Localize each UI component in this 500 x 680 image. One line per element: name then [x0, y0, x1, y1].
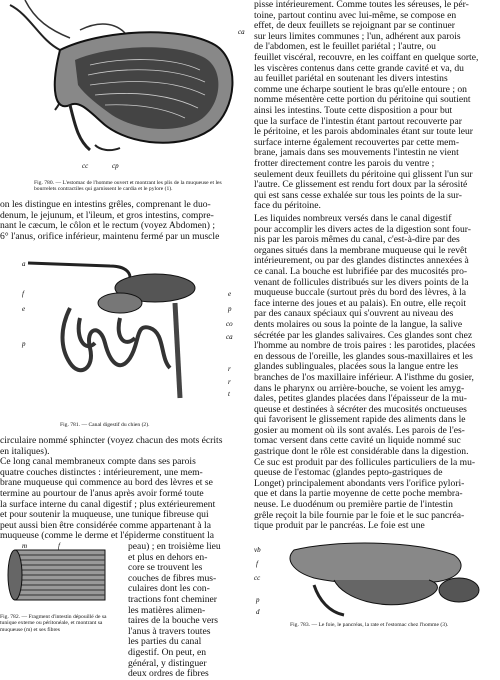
dog-digestive-canal-illustration: [0, 248, 248, 416]
text-line: qui est sans cesse exhalée sur tous les points de la sur-: [254, 190, 462, 201]
figure-781-caption-text: Fig. 781. — Canal digestif du chien (2).: [60, 422, 150, 428]
text-line: qui favorisent le glissement rapide des aliments dans le: [254, 415, 466, 426]
text-line: muqueuse buccale (surtout près du bord des lèvres, à la: [254, 288, 467, 299]
figure-781-label-right-t: t: [228, 390, 230, 398]
figure-782-label-m: m: [22, 542, 28, 550]
text-line: deux ordres de fibres: [128, 669, 209, 680]
figure-783-label-vb: vb: [254, 546, 261, 554]
text-line: que la surface de l'intestin étant partout recouverte par: [254, 116, 462, 127]
figure-783-caption: [290, 622, 500, 628]
text-line: face interne des joues et au palais). En outre, elle reçoit: [254, 298, 467, 309]
text-line: quatre couches distinctes : intérieurement, une mem-: [0, 467, 203, 478]
text-line: denum, le jejunum, et l'ileum, et gros intestins, compre-: [0, 210, 214, 221]
figure-781-label-left-p: p: [22, 340, 26, 348]
figure-780-caption-text: Fig. 780. — L'estomac de l'homme ouvert et montrant les plis de la muqueuse et les bourrelets contractiles qui garnissent le cardia et le pylore (1).: [34, 180, 222, 193]
text-line: digestif. On peut, en: [128, 647, 207, 658]
text-line: en italiques).: [0, 446, 50, 457]
text-line: core se trouvent les: [128, 563, 203, 574]
right-column: [254, 0, 500, 641]
text-line: circulaire nommé sphincter (voyez chacun des mots écrits: [0, 436, 223, 446]
figure-781-dog-digestive-canal: [0, 248, 248, 416]
text-line: tique produit par le pancréas. Le foie est une: [254, 521, 425, 532]
text-line: grêle reçoit la bile fournie par le foie et le suc pancréa-: [254, 510, 465, 521]
figure-782-caption-text: Fig. 782. — Fragment d'intestin dépouillé de sa tunique externe ou péritonéale, et montrant sa muqueuse (m) et ses fibres: [0, 614, 107, 633]
figure-783-label-f: f: [256, 560, 258, 568]
text-line: couches de fibres mus-: [128, 573, 217, 584]
text-line: nis par les parois mêmes du canal, c'est-à-dire par des: [254, 235, 460, 246]
figure-781-label-right-ca: ca: [226, 333, 233, 341]
figure-780-label-ca: ca: [238, 28, 245, 36]
text-line: sur leurs limites communes ; l'un, adhérent aux parois: [254, 31, 461, 42]
text-line: de l'abdomen, est le feuillet pariétal ; l'autre, ou: [254, 42, 436, 53]
text-line: tractions font cheminer: [128, 594, 217, 605]
left-paragraph-1: [0, 200, 248, 242]
figure-781-label-left-a: a: [22, 260, 26, 268]
text-line: dents molaires ou sous la pointe de la langue, la salive: [254, 319, 463, 330]
text-line: tomac versent dans cette cavité un liquide nommé suc: [254, 436, 461, 447]
intestine-fragment-illustration: [0, 540, 120, 608]
figure-781-caption: [60, 422, 248, 428]
text-line: seulement deux feuillets du péritoine qui glissent l'un sur: [254, 169, 473, 180]
text-line: général, y distinguer: [128, 658, 207, 669]
figure-783-label-p: p: [256, 596, 260, 604]
text-line: les matières alimen-: [128, 605, 206, 616]
text-line: culaires dont les con-: [128, 584, 210, 595]
right-paragraph-1: [254, 0, 500, 212]
text-line: ce canal. La bouche est lubrifiée par des mucosités pro-: [254, 266, 468, 277]
figure-783-caption-text: Fig. 783. — Le foie, le pancréas, la rate et l'estomac chez l'homme (3).: [290, 622, 449, 628]
figure-783-liver-pancreas-spleen-stomach: [254, 540, 500, 618]
figure-781-label-right-co: co: [226, 320, 233, 328]
text-line: surface interne également recouvertes par cette mem-: [254, 137, 460, 148]
text-line: organes situés dans la membrane muqueuse qui le revêt: [254, 245, 467, 256]
figure-780-label-cp: cp: [112, 162, 119, 170]
left-paragraph-3: [128, 542, 248, 680]
text-line: glandes sublinguales, placées sous la langue entre les: [254, 362, 459, 373]
figure-781-label-right-e: e: [228, 290, 232, 298]
text-line: queuse de l'estomac (glandes pepto-gastriques de: [254, 468, 443, 479]
figure-782-label-f: f: [58, 542, 60, 550]
liver-pancreas-illustration: [254, 540, 500, 618]
text-line: gosier au moment où ils sont avalés. Les parois de l'es-: [254, 425, 465, 436]
text-line: brane muqueuse qui commence au bord des lèvres et se: [0, 478, 213, 489]
text-line: effet, de deux feuillets se rejoignant par se continuer: [254, 21, 455, 32]
text-line: et plus en dehors en-: [128, 552, 208, 563]
text-line: le péritoine, et les parois abdominales étant sur toute leur: [254, 127, 473, 138]
figure-780-label-cc: cc: [82, 162, 89, 170]
text-line: Ce long canal membraneux compte dans ses parois: [0, 457, 196, 468]
text-line: feuillet viscéral, recouvre, en les coiffant en quelque sorte,: [254, 52, 479, 63]
text-line: gastrique dont le rôle est considérable dans la digestion.: [254, 447, 469, 458]
figure-781-label-right-r1: r: [228, 365, 231, 373]
text-line: intérieurement, ou par des glandes distinctes annexées à: [254, 256, 469, 267]
text-line: Ce suc est produit par des follicules particuliers de la mu-: [254, 457, 476, 468]
figure-781-label-left-e: e: [22, 305, 26, 313]
text-line: neuse. Le duodénum ou première partie de l'intestin: [254, 500, 453, 511]
text-line: dales, petites glandes placées dans l'épaisseur de la mu-: [254, 394, 467, 405]
text-line: branches de l'os maxillaire inférieur. A l'isthme du gosier,: [254, 372, 474, 383]
figure-782-caption: [0, 614, 124, 633]
left-paragraph-2: [0, 436, 248, 542]
text-line: nant le cæcum, le côlon et le rectum (voyez Abdomen) ;: [0, 221, 215, 232]
figure-781-label-right-r2: r: [228, 378, 231, 386]
text-line: taires de la bouche vers: [128, 616, 219, 627]
text-line: au feuillet pariétal en soutenant les divers intestins: [254, 74, 448, 85]
text-line: par des canaux spéciaux qui s'ouvrent au niveau des: [254, 309, 454, 320]
text-line: l'anus à travers toutes: [128, 626, 211, 637]
text-line: et pour soutenir la muqueuse, une tunique fibreuse qui: [0, 510, 209, 521]
text-line: nomme mésentère cette portion du péritoine qui soutient: [254, 95, 471, 106]
text-line: on les distingue en intestins grêles, comprenant le duo-: [0, 200, 211, 210]
right-paragraph-2: [254, 214, 500, 532]
figure-781-label-right-p: p: [228, 305, 232, 313]
text-line: les viscères contenus dans cette grande cavité et va, du: [254, 63, 464, 74]
text-line: sécrétée par les glandes salivaires. Ces glandes sont chez: [254, 330, 473, 341]
figure-781-label-left-f: f: [22, 290, 24, 298]
text-line: venant de follicules distribués sur les divers points de la: [254, 277, 469, 288]
text-line: pour accomplir les divers actes de la digestion sont four-: [254, 224, 471, 235]
text-line: la surface interne du canal digestif ; plus extérieurement: [0, 499, 216, 510]
text-line: dans le pharynx ou arrière-bouche, se voient les amyg-: [254, 383, 465, 394]
text-line: face du péritoine.: [254, 201, 321, 212]
text-line: ainsi les intestins. Toute cette disposition a pour but: [254, 105, 453, 116]
figure-783-label-cc: cc: [254, 574, 261, 582]
text-line: que et dans la partie moyenne de cette poche membra-: [254, 489, 463, 500]
figure-780-caption: [34, 180, 244, 193]
text-line: muqueuse (comme le derme et l'épiderme constituent la: [0, 531, 215, 542]
text-line: 6° l'anus, orifice inférieur, maintenu fermé par un muscle: [0, 231, 220, 242]
text-line: pisse intérieurement. Comme toutes les séreuses, le pér-: [254, 0, 469, 10]
text-line: les parties du canal: [128, 637, 202, 648]
text-line: l'autre. Ce glissement est rendu fort doux par la sérosité: [254, 180, 468, 191]
text-line: termine au pourtour de l'anus après avoir formé toute: [0, 488, 204, 499]
text-line: toine, partout continu avec lui-même, se compose en: [254, 10, 457, 21]
text-line: en dessous de l'oreille, les glandes sous-maxillaires et les: [254, 351, 473, 362]
text-line: Les liquides nombreux versés dans le canal digestif: [254, 214, 452, 224]
text-line: brane, jamais dans ses mouvements l'intestin ne vient: [254, 148, 459, 159]
text-line: l'homme au nombre de trois paires : les parotides, placées: [254, 341, 476, 352]
left-column: [0, 0, 248, 680]
text-line: comme une écharpe soutient le bras qu'elle entoure ; on: [254, 84, 467, 95]
text-line: Longet) principalement abondants vers l'orifice pylori-: [254, 478, 465, 489]
text-line: queuse et destinées à sécréter des mucosités onctueuses: [254, 404, 467, 415]
figure-783-label-d: d: [256, 608, 260, 616]
figure-782-intestine-fragment: [0, 540, 120, 608]
text-line: frotter directement contre les parois du ventre ;: [254, 158, 435, 169]
text-line: peut aussi bien être considérée comme appartenant à la: [0, 520, 211, 531]
text-line: peau) ; en troisième lieu: [128, 542, 221, 552]
